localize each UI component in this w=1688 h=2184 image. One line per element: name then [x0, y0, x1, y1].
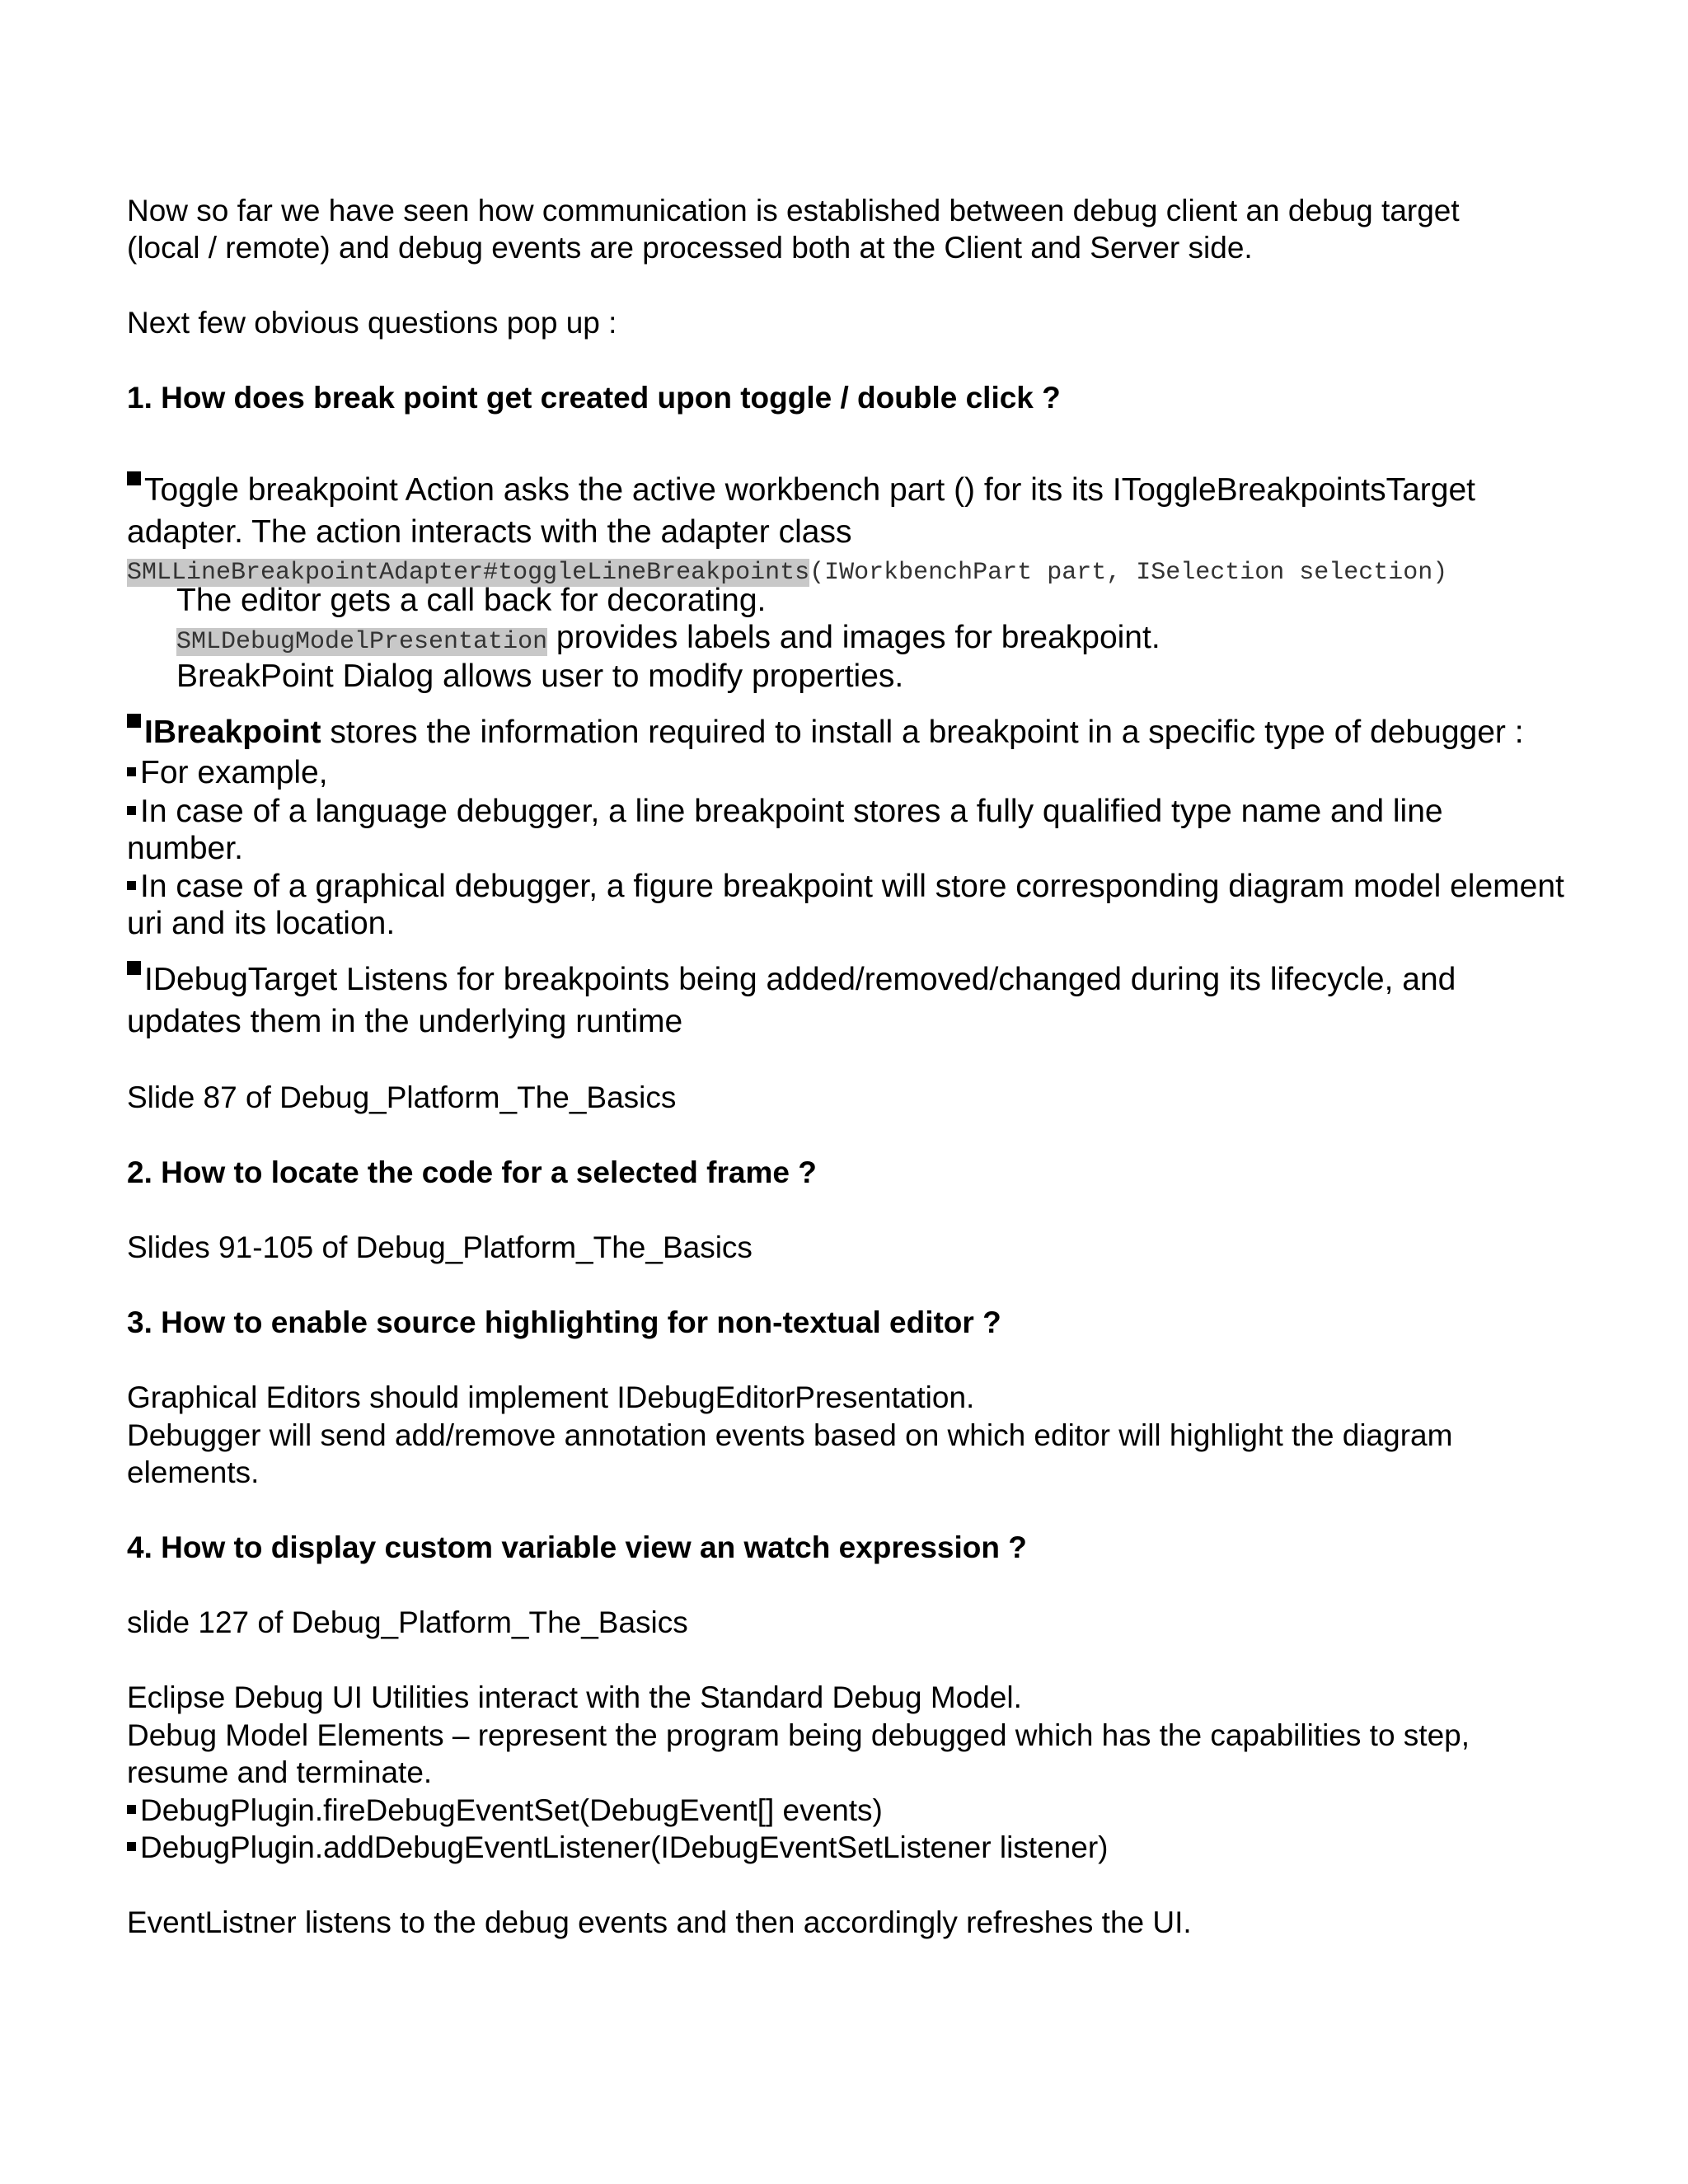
eclipse-debug-ui-line: Eclipse Debug UI Utilities interact with the Standard Debug Model. [127, 1680, 1022, 1714]
idebugtarget-text: IDebugTarget Listens for breakpoints being added/removed/changed during its lifecycle, and [144, 962, 1456, 997]
adapter-code-highlighted: SMLLineBreakpointAdapter#toggleLineBreakpoints [127, 559, 810, 587]
small-square-bullet-icon [127, 1842, 136, 1851]
square-bullet-icon [127, 714, 141, 728]
ibreakpoint-text: stores the information required to install a breakpoint in a specific type of debugger : [321, 715, 1524, 750]
example-text: For example, [140, 755, 328, 790]
intro-line-1: Now so far we have seen how communication is established between debug client an debug target [127, 194, 1460, 227]
small-square-bullet-icon [127, 806, 136, 815]
event-listener-line: EventListner listens to the debug events and then accordingly refreshes the UI. [127, 1905, 1192, 1939]
toggle-breakpoint-line-2: adapter. The action interacts with the adapter class [127, 514, 852, 550]
breakpoint-dialog-text: BreakPoint Dialog allows user to modify properties. [176, 658, 904, 694]
q1-reference: Slide 87 of Debug_Platform_The_Basics [127, 1080, 677, 1114]
toggle-breakpoint-text: Toggle breakpoint Action asks the active workbench part () for its its IToggleBreakpointsTarget [144, 472, 1475, 508]
adapter-code-params: (IWorkbenchPart part, ISelection selection) [809, 559, 1448, 587]
ibreakpoint-line [127, 714, 1524, 751]
small-square-bullet-icon [127, 1805, 136, 1814]
graphical-debugger-line-2: uri and its location. [127, 906, 396, 941]
square-bullet-icon [127, 471, 141, 485]
q2-reference: Slides 91-105 of Debug_Platform_The_Basics [127, 1230, 753, 1264]
fire-event-line [127, 1793, 883, 1829]
q4-heading: 4. How to display custom variable view an watch expression ? [127, 1530, 1027, 1564]
presentation-code: SMLDebugModelPresentation [176, 628, 548, 656]
q3-line-2: Debugger will send add/remove annotation events based on which editor will highlight the diagram [127, 1418, 1453, 1452]
graphical-debugger-line-1 [127, 869, 1564, 905]
q4-reference: slide 127 of Debug_Platform_The_Basics [127, 1605, 688, 1639]
q3-line-3: elements. [127, 1455, 260, 1489]
idebugtarget-line-2: updates them in the underlying runtime [127, 1004, 683, 1039]
add-listener-text: DebugPlugin.addDebugEventListener(IDebugEventSetListener listener) [140, 1830, 1109, 1864]
presentation-text: provides labels and images for breakpoint. [547, 620, 1160, 655]
graphical-debugger-text: In case of a graphical debugger, a figure breakpoint will store corresponding diagram model element [140, 869, 1564, 904]
small-square-bullet-icon [127, 767, 136, 776]
language-debugger-line-2: number. [127, 831, 243, 866]
q2-heading: 2. How to locate the code for a selected frame ? [127, 1155, 817, 1189]
document-page [127, 0, 1611, 2184]
add-listener-line [127, 1830, 1108, 1866]
fire-event-text: DebugPlugin.fireDebugEventSet(DebugEvent[] events) [140, 1793, 883, 1827]
debug-model-line-1: Debug Model Elements – represent the program being debugged which has the capabilities to step, [127, 1718, 1470, 1752]
q3-heading: 3. How to enable source highlighting for non-textual editor ? [127, 1305, 1001, 1339]
next-questions-text: Next few obvious questions pop up : [127, 306, 617, 340]
editor-callback-text: The editor gets a call back for decorating. [176, 583, 767, 618]
idebugtarget-line-1 [127, 961, 1456, 998]
debug-model-line-2: resume and terminate. [127, 1755, 433, 1789]
small-square-bullet-icon [127, 881, 136, 890]
language-debugger-text: In case of a language debugger, a line breakpoint stores a fully qualified type name and line [140, 794, 1443, 829]
intro-line-2: (local / remote) and debug events are processed both at the Client and Server side. [127, 231, 1253, 265]
toggle-breakpoint-line-1 [127, 471, 1475, 509]
q1-heading: 1. How does break point get created upon toggle / double click ? [127, 381, 1061, 415]
square-bullet-icon [127, 961, 141, 975]
q3-line-1: Graphical Editors should implement IDebugEditorPresentation. [127, 1380, 975, 1414]
presentation-line [176, 620, 1160, 660]
ibreakpoint-term: IBreakpoint [144, 715, 321, 750]
language-debugger-line-1 [127, 794, 1443, 830]
example-line [127, 755, 328, 791]
